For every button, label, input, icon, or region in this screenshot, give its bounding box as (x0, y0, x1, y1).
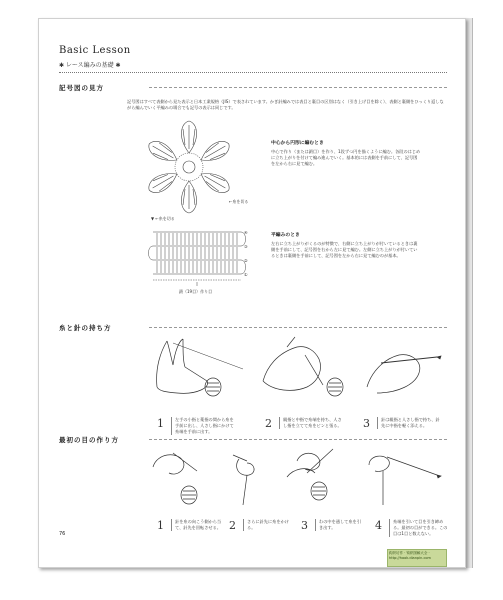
holding-step-2-text: 親指と中指で糸端を持ち、人さし指を立てて糸をピンと張る。 (279, 417, 345, 429)
first-loop-step-2-text: さらに針先に糸をかける。 (243, 519, 289, 531)
page-subtitle: ✱ レース編みの基礎 ✱ (59, 62, 121, 69)
section-label-holding: 糸と針の持ち方 (59, 324, 112, 332)
cut-thread-label: ←糸を切る (229, 199, 249, 204)
first-loop-step-1-number: 1 (157, 519, 164, 532)
first-loop-step-2-number: 2 (229, 519, 236, 532)
section-label-chart-reading: 記号図の見方 (59, 84, 104, 92)
first-loop-step-3-text: わの中を通して糸を引き出す。 (315, 519, 361, 531)
circular-motif-chart (139, 117, 239, 217)
flat-note-title: 平編みのとき (271, 233, 300, 238)
flat-stitch-chart (149, 224, 249, 286)
holding-step-3-number: 3 (363, 417, 370, 430)
hand-holding-thread-illustration (147, 337, 447, 399)
first-loop-step-3-number: 3 (301, 519, 308, 532)
first-loop-step-4-number: 4 (375, 519, 382, 532)
first-loop-illustration (147, 447, 447, 507)
page-number: 76 (59, 531, 66, 537)
first-loop-step-1-text: 針を糸の向こう側から当て、針先を回転させる。 (171, 519, 225, 531)
watermark-stamp: 鈎织坊作 · 钩织图解大全 · http://hook.dianpin.com (387, 549, 447, 567)
section-rule (149, 327, 447, 328)
section-rule (149, 439, 447, 440)
holding-step-1-text: 左手の小指と薬指の間から糸を手前に出し、人さし指にかけて糸端を手前に出す。 (171, 417, 237, 435)
first-loop-step-4-text: 糸端を引いて目を引き締める。最初の目ができる。この目は1目と数えない。 (389, 519, 449, 537)
circle-note-body: 中心で作り（または鎖目）を作り、1段ずつ円を描くように編む。各段のはじめに立ち上がりを付けて編み進んでいく。基本的には表側を手前にして、記号図を左から右に見て編む。 (271, 149, 421, 166)
section-rule (149, 87, 447, 88)
row-label-2: ② (244, 258, 248, 263)
row-label-3: ③ (244, 244, 248, 249)
holding-step-3-text: 針は親指と人さし指で持ち、針先に中指を軽く添える。 (377, 417, 443, 429)
flat-cut-label: ▼ ←糸を切る (151, 216, 175, 221)
flat-note-body: 左右に立ち上がりがくるのが特徴で、右側に立ち上がりが付いているときは裏側を手前にして、記号図を右から左に見て編む。左側に立ち上がりが付いているときは裏側を手前にして、記号図を左から右に見て編むのが基本。 (271, 241, 418, 258)
row-label-4: ④ (244, 230, 248, 235)
holding-step-1-number: 1 (157, 417, 164, 430)
title-divider (59, 72, 447, 73)
holding-step-2-number: 2 (265, 417, 272, 430)
intro-text: 記号図はすべて表側から見た表示と日本工業規格（JIS）で表されています。かぎ針編みでは表目と裏目の区別はなく（引き上げ目を除く）、表側と裏側をひっくり返しながら編んでいく平編みの場合でも記号の表示は同じです。 (127, 99, 444, 110)
section-label-first-loop: 最初の目の作り方 (59, 436, 119, 444)
base-chain-label: 鎖（19目）作り目 (179, 289, 213, 294)
circle-note-title: 中心から円形に編むとき (271, 141, 324, 146)
book-page (38, 18, 466, 568)
page-title: Basic Lesson (59, 45, 131, 56)
row-label-1: ① (244, 272, 248, 277)
